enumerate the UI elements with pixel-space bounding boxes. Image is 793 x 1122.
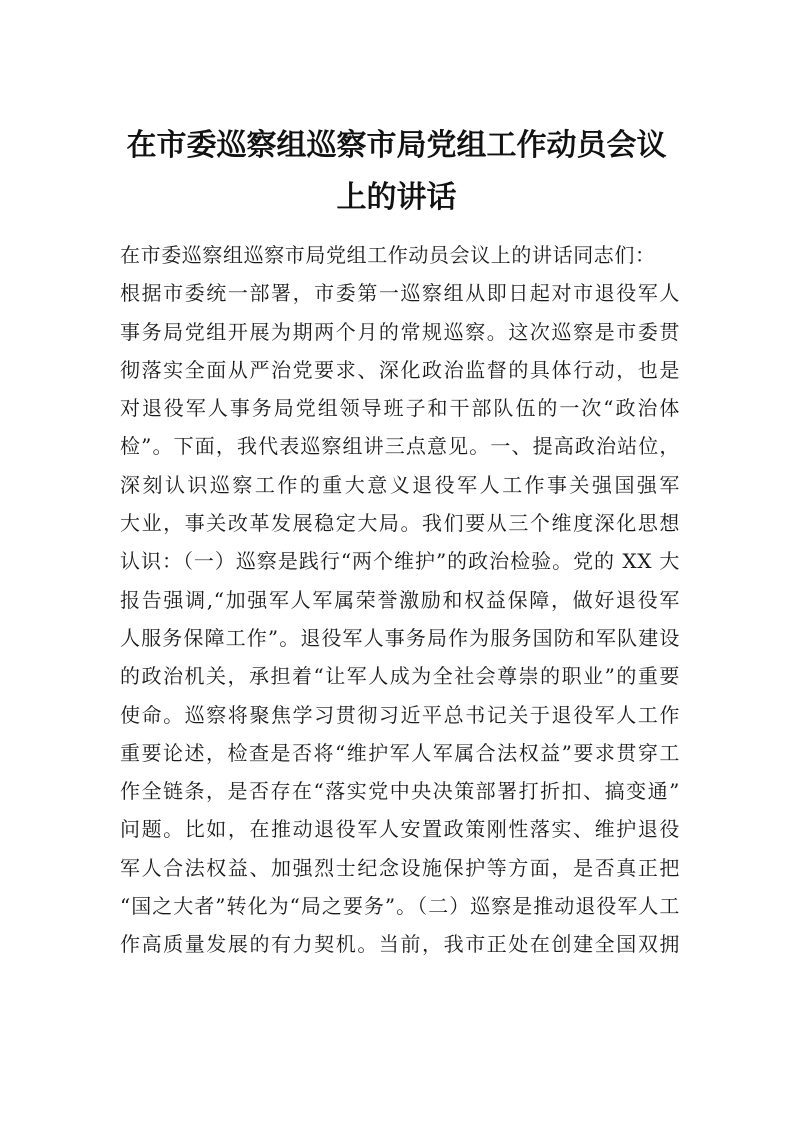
title-line-1: 在市委巡察组巡察市局党组工作动员会议 — [126, 128, 667, 163]
body-line: 的政治机关，承担着“让军人成为全社会尊崇的职业”的重要 — [120, 664, 680, 689]
body-line: 根据市委统一部署，市委第一巡察组从即日起对市退役军人 — [120, 281, 680, 306]
body-line: 深刻认识巡察工作的重大意义退役军人工作事关强国强军 — [120, 472, 680, 497]
body-line: 彻落实全面从严治党要求、深化政治监督的具体行动，也是 — [120, 357, 680, 382]
body-line: 在市委巡察组巡察市局党组工作动员会议上的讲话同志们： — [120, 243, 656, 267]
body-line: 人服务保障工作”。退役军人事务局作为服务国防和军队建设 — [120, 625, 680, 650]
body-line: 重要论述，检查是否将“维护军人军属合法权益”要求贯穿工 — [120, 740, 680, 765]
body-line: 检”。下面，我代表巡察组讲三点意见。一、提高政治站位， — [120, 434, 680, 459]
document-title — [110, 120, 683, 224]
body-line: 事务局党组开展为期两个月的常规巡察。这次巡察是市委贯 — [120, 319, 680, 344]
body-line: 认识：（一）巡察是践行“两个维护”的政治检验。党的 XX 大 — [120, 549, 680, 574]
document-body — [120, 236, 680, 964]
body-line: 问题。比如，在推动退役军人安置政策刚性落实、维护退役 — [120, 817, 680, 842]
body-line: 作高质量发展的有力契机。当前，我市正处在创建全国双拥 — [120, 932, 680, 957]
body-line: 作全链条，是否存在“落实党中央决策部署打折扣、搞变通” — [120, 779, 680, 804]
body-line: 使命。巡察将聚焦学习贯彻习近平总书记关于退役军人工作 — [120, 702, 680, 727]
body-line: 对退役军人事务局党组领导班子和干部队伍的一次“政治体 — [120, 396, 680, 421]
body-line: “国之大者”转化为“局之要务”。（二）巡察是推动退役军人工 — [120, 894, 680, 919]
body-line: 军人合法权益、加强烈士纪念设施保护等方面，是否真正把 — [120, 855, 680, 880]
body-line: 大业，事关改革发展稳定大局。我们要从三个维度深化思想 — [120, 511, 680, 536]
body-line: 报告强调,“加强军人军属荣誉激励和权益保障，做好退役军 — [120, 587, 680, 612]
title-line-2: 上的讲话 — [336, 180, 457, 215]
